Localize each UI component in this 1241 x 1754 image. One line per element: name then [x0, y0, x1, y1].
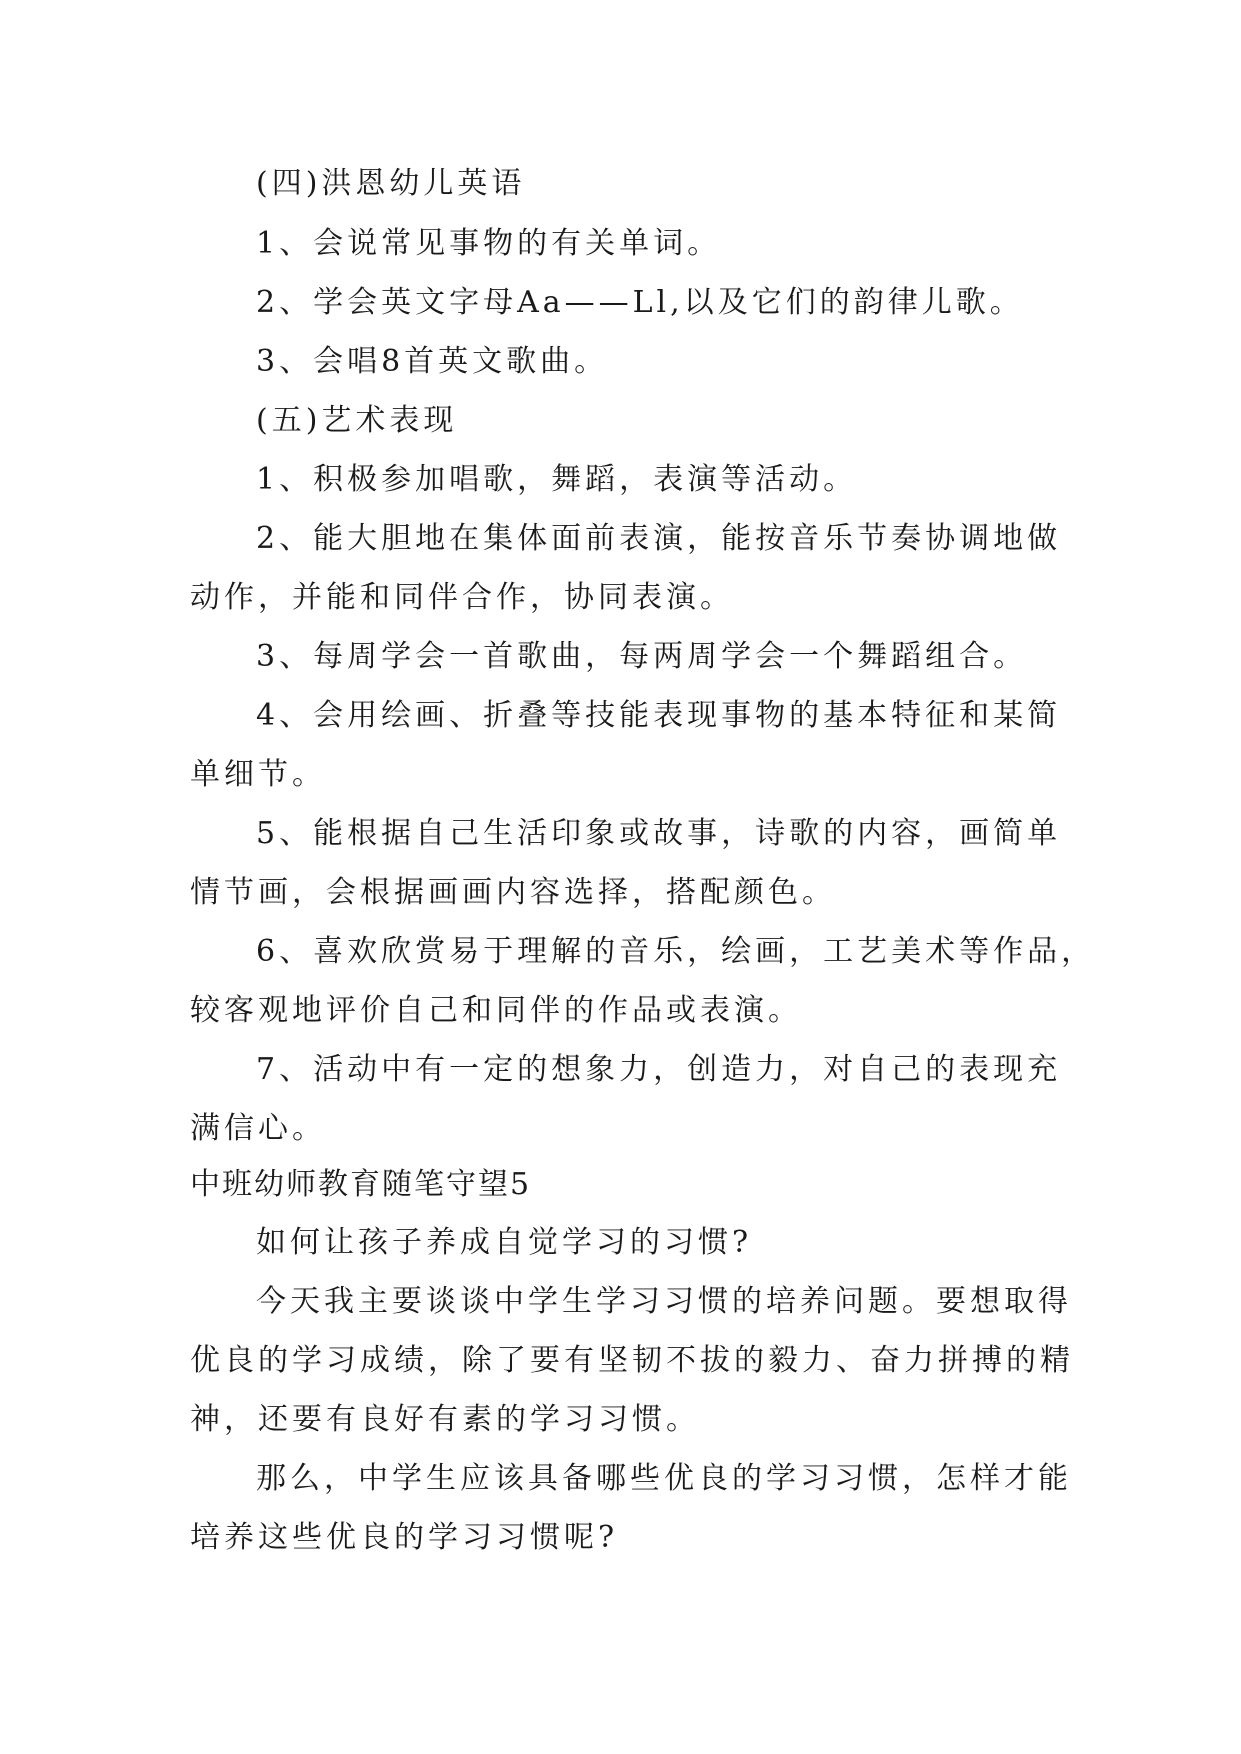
paragraph-line: 3、会唱8首英文歌曲。 — [256, 344, 609, 379]
paragraph-line: 4、会用绘画、折叠等技能表现事物的基本特征和某简 — [256, 698, 1062, 733]
paragraph-line: 单细节。 — [190, 757, 326, 792]
paragraph-line: 情节画，会根据画画内容选择，搭配颜色。 — [190, 875, 836, 910]
paragraph-line: 1、积极参加唱歌，舞蹈，表演等活动。 — [256, 462, 858, 497]
paragraph-line: 2、学会英文字母Aa——Ll,以及它们的韵律儿歌。 — [256, 285, 1024, 320]
section-heading-art: (五)艺术表现 — [256, 403, 458, 438]
paragraph-line: 2、能大胆地在集体面前表演，能按音乐节奏协调地做 — [256, 521, 1062, 556]
article-title: 中班幼师教育随笔守望5 — [190, 1167, 532, 1202]
paragraph-line: 优良的学习成绩，除了要有坚韧不拔的毅力、奋力拼搏的精 — [190, 1343, 1074, 1378]
paragraph-line: 今天我主要谈谈中学生学习习惯的培养问题。要想取得 — [256, 1284, 1072, 1319]
paragraph-line: 神，还要有良好有素的学习习惯。 — [190, 1402, 700, 1437]
section-heading-english: (四)洪恩幼儿英语 — [256, 166, 526, 201]
paragraph-line: 5、能根据自己生活印象或故事，诗歌的内容，画简单 — [256, 816, 1062, 851]
paragraph-line: 3、每周学会一首歌曲，每两周学会一个舞蹈组合。 — [256, 639, 1028, 674]
paragraph-line: 1、会说常见事物的有关单词。 — [256, 226, 722, 261]
paragraph-line: 满信心。 — [190, 1111, 326, 1146]
paragraph-line: 动作，并能和同伴合作，协同表演。 — [190, 580, 734, 615]
paragraph-line: 7、活动中有一定的想象力，创造力，对自己的表现充 — [256, 1052, 1062, 1087]
paragraph-line: 培养这些优良的学习习惯呢? — [190, 1520, 619, 1555]
article-subtitle: 如何让孩子养成自觉学习的习惯? — [256, 1225, 753, 1260]
paragraph-line: 6、喜欢欣赏易于理解的音乐，绘画，工艺美术等作品， — [256, 934, 1096, 969]
paragraph-line: 较客观地评价自己和同伴的作品或表演。 — [190, 993, 802, 1028]
paragraph-line: 那么，中学生应该具备哪些优良的学习习惯，怎样才能 — [256, 1461, 1072, 1496]
